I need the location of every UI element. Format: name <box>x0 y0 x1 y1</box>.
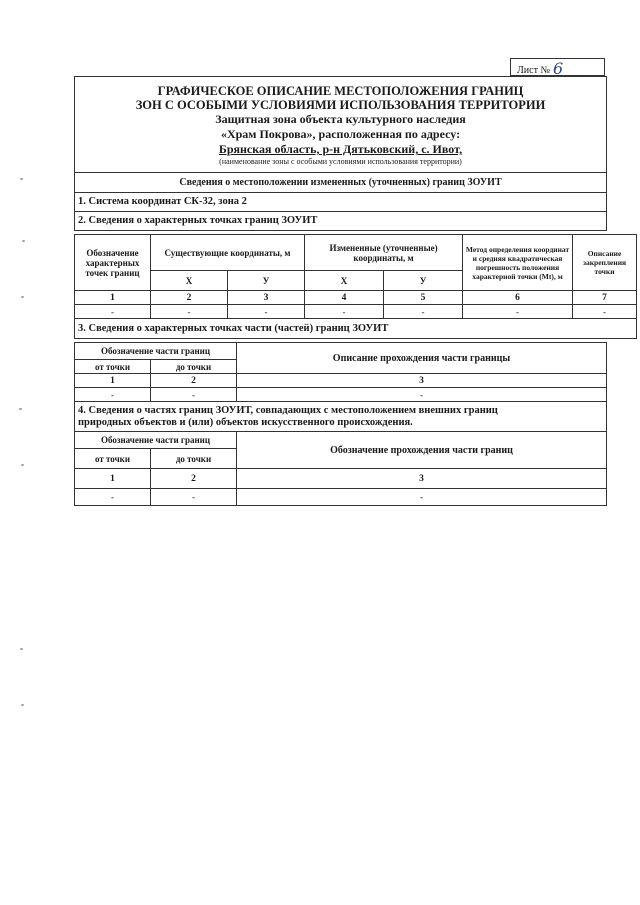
cell: 3 <box>228 291 305 305</box>
col-existing-y: У <box>228 271 305 291</box>
table-row <box>75 388 607 402</box>
sheet-number-box <box>510 58 605 76</box>
col-changed-x: Х <box>305 271 384 291</box>
cell: 1 <box>75 469 151 489</box>
section-2-table <box>74 234 637 339</box>
table-row <box>75 489 607 506</box>
cell: - <box>573 305 637 319</box>
col-existing-x: Х <box>151 271 228 291</box>
col-to-point: до точки <box>151 360 237 374</box>
col-to-point: до точки <box>151 449 237 469</box>
cell: - <box>463 305 573 319</box>
col-from-point: от точки <box>75 449 151 469</box>
scan-speck <box>21 464 24 466</box>
scan-speck <box>21 704 24 706</box>
section-4-heading-line-1: 4. Сведения о частях границ ЗОУИТ, совпадающих с местоположением внешних границ <box>78 405 498 416</box>
col-existing-coords: Существующие координаты, м <box>151 235 305 271</box>
col-method: Метод определения координат и средняя квадратическая погрешность положения характерной точки (Mt), м <box>463 235 573 291</box>
cell: 5 <box>384 291 463 305</box>
col-changed-y: У <box>384 271 463 291</box>
cell: 6 <box>463 291 573 305</box>
cell: - <box>305 305 384 319</box>
section-3-table <box>74 342 607 432</box>
section-4-table <box>74 431 607 506</box>
col-from-point: от точки <box>75 360 151 374</box>
zone-caption: (наименование зоны с особыми условиями использования территории) <box>219 157 462 166</box>
cell: - <box>237 388 607 402</box>
sheet-label: Лист № <box>517 65 550 76</box>
title-line-1: ГРАФИЧЕСКОЕ ОПИСАНИЕ МЕСТОПОЛОЖЕНИЯ ГРАНИЦ <box>157 84 524 98</box>
col-part-designation: Обозначение части границ <box>75 343 237 360</box>
info-heading: Сведения о местоположении измененных (уточненных) границ ЗОУИТ <box>75 173 607 193</box>
scan-speck <box>20 178 23 180</box>
cell: - <box>151 388 237 402</box>
col-fixing: Описание закрепления точки <box>573 235 637 291</box>
col-part-designation: Обозначение части границ <box>75 432 237 449</box>
zone-address: Брянская область, р-н Дятьковский, с. Ивот, <box>218 142 463 156</box>
table-row <box>75 305 637 319</box>
title-block <box>75 77 607 173</box>
section-4-heading <box>75 402 607 432</box>
cell: 2 <box>151 374 237 388</box>
cell: 3 <box>237 374 607 388</box>
cell: 4 <box>305 291 384 305</box>
cell: 2 <box>151 291 228 305</box>
cell: - <box>75 388 151 402</box>
title-line-2: ЗОН С ОСОБЫМИ УСЛОВИЯМИ ИСПОЛЬЗОВАНИЯ ТЕРРИТОРИИ <box>135 98 546 112</box>
cell: - <box>151 489 237 506</box>
boundary-description-table <box>74 76 607 231</box>
cell: - <box>151 305 228 319</box>
scan-speck <box>22 240 25 242</box>
cell: 1 <box>75 291 151 305</box>
zone-name-line-2: «Храм Покрова», расположенная по адресу: <box>220 127 461 141</box>
section-3-heading: 3. Сведения о характерных точках части (частей) границ ЗОУИТ <box>75 319 637 339</box>
col-changed-coords: Измененные (уточненные) координаты, м <box>305 235 463 271</box>
cell: - <box>75 305 151 319</box>
col-part-description: Описание прохождения части границы <box>237 343 607 374</box>
zone-name-line-1: Защитная зона объекта культурного наследия <box>215 112 466 126</box>
cell: - <box>228 305 305 319</box>
cell: - <box>384 305 463 319</box>
cell: - <box>237 489 607 506</box>
scan-speck <box>21 296 24 298</box>
cell: 3 <box>237 469 607 489</box>
cell: 1 <box>75 374 151 388</box>
scan-speck <box>20 648 23 650</box>
table-row-numbers <box>75 291 637 305</box>
table-row-numbers <box>75 469 607 489</box>
scan-speck <box>19 408 22 410</box>
section-1-coordinate-system: 1. Система координат СК-32, зона 2 <box>75 193 607 212</box>
cell: 2 <box>151 469 237 489</box>
table-row-numbers <box>75 374 607 388</box>
sheet-number-handwritten: 6 <box>552 59 564 78</box>
col-part-description: Обозначение прохождения части границ <box>237 432 607 469</box>
cell: 7 <box>573 291 637 305</box>
section-4-heading-line-2: природных объектов и (или) объектов искусственного происхождения. <box>78 417 413 428</box>
cell: - <box>75 489 151 506</box>
col-point-designation: Обозначение характерных точек границ <box>75 235 151 291</box>
section-2-heading: 2. Сведения о характерных точках границ ЗОУИТ <box>75 212 607 231</box>
